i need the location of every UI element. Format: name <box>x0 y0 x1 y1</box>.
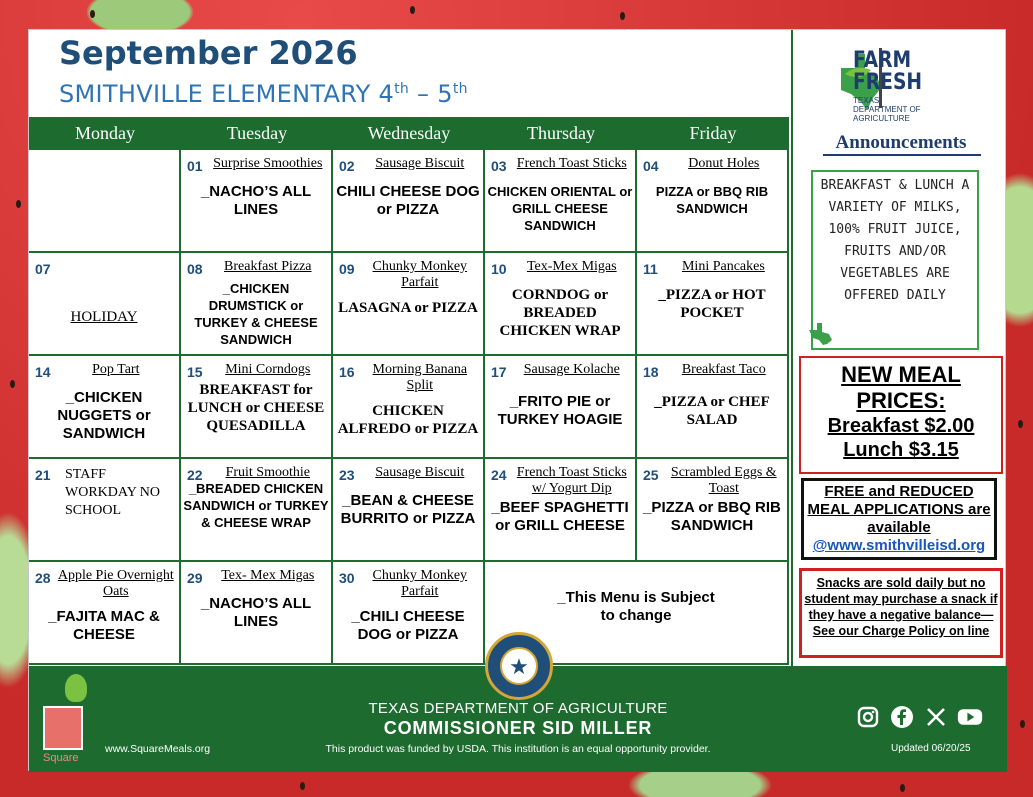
day-number: 09 <box>339 261 355 277</box>
square-meals-link[interactable]: www.SquareMeals.org <box>105 743 211 755</box>
calendar-cell <box>637 253 789 356</box>
calendar-cell-empty <box>29 150 181 253</box>
school-name: SMITHVILLE ELEMENTARY 4 <box>59 80 395 108</box>
meal-prices-title: NEW MEAL PRICES: <box>841 362 961 413</box>
tda-name: TEXAS DEPARTMENT OF AGRICULTURE <box>368 700 668 717</box>
lunch-item: CORNDOG or BREADED CHICKEN WRAP <box>499 287 621 339</box>
lunch-item: _PIZZA or HOT POCKET <box>658 287 766 321</box>
snack-policy-box <box>799 568 1003 658</box>
logo-title: FARM FRESH <box>853 48 923 95</box>
day-number: 04 <box>643 158 659 174</box>
breakfast-item: Morning Banana Split <box>372 362 468 393</box>
lunch-item: _PIZZA or CHEF SALAD <box>654 394 770 428</box>
lunch-item: BREAKFAST for LUNCH or CHEESE QUESADILLA <box>187 382 325 434</box>
grade-suffix-2: th <box>452 81 468 97</box>
district-website-link[interactable]: @www.smithvilleisd.org <box>812 537 986 554</box>
day-number: 23 <box>339 467 355 483</box>
calendar-cell <box>485 459 637 562</box>
breakfast-item: Tex-Mex Migas <box>526 259 617 274</box>
lunch-item: _CHICKEN DRUMSTICK or TURKEY & CHEESE SANDWICH <box>194 281 318 347</box>
breakfast-item: Fruit Smoothie <box>225 465 310 480</box>
day-number: 08 <box>187 261 203 277</box>
breakfast-item: Tex- Mex Migas <box>221 568 315 583</box>
calendar-cell <box>181 459 333 562</box>
lunch-item: CHICKEN ORIENTAL or GRILL CHEESE SANDWICH <box>487 184 633 233</box>
announcements-heading: Announcements <box>835 132 967 153</box>
x-icon[interactable] <box>923 704 949 730</box>
lunch-item: _BEEF SPAGHETTI or GRILL CHEESE <box>491 499 629 534</box>
logo-subtitle: TEXAS DEPARTMENT OF AGRICULTURE <box>853 96 921 123</box>
day-number: 02 <box>339 158 355 174</box>
breakfast-item: Mini Corndogs <box>225 362 311 377</box>
applications-text: FREE and REDUCED MEAL APPLICATIONS are available <box>807 483 991 536</box>
calendar-cell <box>485 253 637 356</box>
breakfast-item: Scrambled Eggs & Toast <box>670 465 777 496</box>
day-number: 14 <box>35 364 51 380</box>
calendar-cell <box>29 356 181 459</box>
day-number: 01 <box>187 158 203 174</box>
calendar-cell <box>181 356 333 459</box>
lunch-item: _PIZZA or BBQ RIB SANDWICH <box>643 499 781 534</box>
breakfast-item: Sausage Biscuit <box>375 465 465 480</box>
calendar-cell-no-school <box>29 459 181 562</box>
calendar-cell <box>333 459 485 562</box>
lunch-item: CHILI CHEESE DOG or PIZZA <box>336 183 480 218</box>
instagram-icon[interactable] <box>855 704 881 730</box>
social-links <box>855 704 983 730</box>
lunch-price: Lunch $3.15 <box>843 439 959 461</box>
day-number: 17 <box>491 364 507 380</box>
lunch-item: _BEAN & CHEESE BURRITO or PIZZA <box>340 492 476 527</box>
day-tuesday: Tuesday <box>226 123 288 143</box>
day-number: 03 <box>491 158 507 174</box>
day-wednesday: Wednesday <box>367 123 451 143</box>
square-meals-text: Square <box>43 752 79 764</box>
lunch-item: LASAGNA or PIZZA <box>338 300 478 316</box>
grade-dash: – 5 <box>409 80 453 108</box>
lunch-item: _CHILI CHEESE DOG or PIZZA <box>351 608 465 643</box>
breakfast-item: Sausage Biscuit <box>375 156 465 171</box>
day-number: 24 <box>491 467 507 483</box>
breakfast-item: Breakfast Taco <box>681 362 766 377</box>
lunch-item: CHICKEN ALFREDO or PIZZA <box>337 403 479 437</box>
usda-disclaimer: This product was funded by USDA. This institution is an equal opportunity provider. <box>325 743 711 755</box>
holiday-label: HOLIDAY <box>70 309 138 325</box>
calendar-cell <box>333 562 485 665</box>
breakfast-item: Donut Holes <box>688 156 760 171</box>
calendar-grid <box>29 149 789 665</box>
day-number: 11 <box>643 261 658 277</box>
no-school-label: STAFF WORKDAY NO SCHOOL <box>65 467 161 518</box>
calendar-cell <box>29 562 181 665</box>
announcement-text: BREAKFAST & LUNCH A VARIETY OF MILKS, 100% FRUIT JUICE, FRUITS AND/OR VEGETABLES ARE OFFERED DAILY <box>820 178 970 303</box>
meal-applications-box <box>801 478 997 560</box>
lunch-item: _NACHO’S ALL LINES <box>200 183 312 218</box>
breakfast-item: Sausage Kolache <box>523 362 620 377</box>
calendar-cell <box>333 253 485 356</box>
day-number: 10 <box>491 261 507 277</box>
commissioner-name: COMMISSIONER SID MILLER <box>383 718 653 738</box>
day-number: 07 <box>35 261 51 277</box>
day-number: 15 <box>187 364 203 380</box>
breakfast-item: Surprise Smoothies <box>213 156 323 171</box>
day-number: 25 <box>643 467 659 483</box>
menu-card <box>28 29 1006 771</box>
breakfast-item: French Toast Sticks w/ Yogurt Dip <box>516 465 627 496</box>
announcement-box <box>811 170 979 350</box>
updated-date: Updated 06/20/25 <box>891 743 971 754</box>
day-number: 16 <box>339 364 355 380</box>
day-number: 18 <box>643 364 659 380</box>
calendar-cell-holiday <box>29 253 181 356</box>
calendar-cell <box>181 150 333 253</box>
menu-change-notice: _This Menu is Subject to change <box>557 589 715 624</box>
breakfast-item: Chunky Monkey Parfait <box>372 568 468 599</box>
breakfast-item: Chunky Monkey Parfait <box>372 259 468 290</box>
tda-seal-icon: ★ <box>485 632 553 700</box>
lunch-item: PIZZA or BBQ RIB SANDWICH <box>655 184 769 216</box>
weekday-header <box>29 117 789 149</box>
day-thursday: Thursday <box>527 123 595 143</box>
calendar-cell <box>333 356 485 459</box>
meal-prices-box <box>799 356 1003 474</box>
facebook-icon[interactable] <box>889 704 915 730</box>
calendar-cell <box>181 253 333 356</box>
apple-icon <box>65 674 87 702</box>
sidebar <box>791 30 1007 666</box>
calendar-cell <box>333 150 485 253</box>
texas-icon <box>807 322 835 346</box>
day-monday: Monday <box>75 123 135 143</box>
grade-suffix-1: th <box>394 81 410 97</box>
calendar-cell <box>637 356 789 459</box>
day-number: 28 <box>35 570 51 586</box>
breakfast-item: Pop Tart <box>92 362 140 377</box>
calendar-cell <box>637 459 789 562</box>
breakfast-item: Apple Pie Overnight Oats <box>57 568 174 599</box>
lunch-item: _BREADED CHICKEN SANDWICH or TURKEY & CHEESE WRAP <box>183 481 329 530</box>
lunch-item: _CHICKEN NUGGETS or SANDWICH <box>57 389 151 442</box>
calendar-cell <box>637 150 789 253</box>
lunch-item: _NACHO’S ALL LINES <box>200 595 312 630</box>
breakfast-price: Breakfast $2.00 <box>827 415 975 437</box>
calendar-cell <box>485 356 637 459</box>
calendar-cell <box>485 150 637 253</box>
day-number: 22 <box>187 467 203 483</box>
lunch-item: _FAJITA MAC & CHEESE <box>48 608 160 643</box>
page-title: September 2026 <box>59 34 358 72</box>
calendar-cell <box>181 562 333 665</box>
lunch-item: _FRITO PIE or TURKEY HOAGIE <box>497 393 623 428</box>
snack-policy-text: Snacks are sold daily but no student may purchase a snack if they have a negative balance—See our Charge Policy on line <box>804 576 998 638</box>
day-friday: Friday <box>689 123 737 143</box>
day-number: 29 <box>187 570 203 586</box>
day-number: 21 <box>35 467 51 483</box>
school-subtitle <box>59 80 468 108</box>
footer <box>29 654 1007 772</box>
breakfast-item: Breakfast Pizza <box>224 259 312 274</box>
breakfast-item: French Toast Sticks <box>516 156 627 171</box>
breakfast-item: Mini Pancakes <box>681 259 765 274</box>
day-number: 30 <box>339 570 355 586</box>
youtube-icon[interactable] <box>957 704 983 730</box>
heading-rule <box>823 154 981 156</box>
